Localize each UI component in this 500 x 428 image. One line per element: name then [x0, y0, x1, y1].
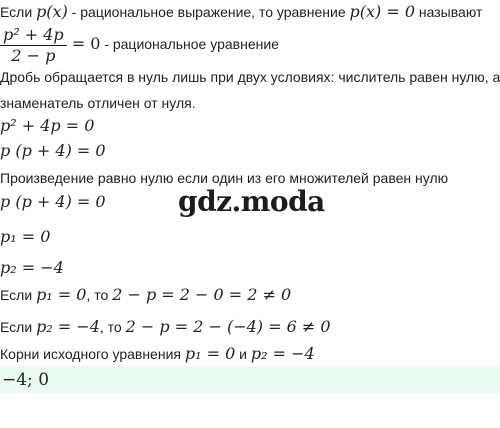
text: и	[235, 346, 251, 362]
equation: p₂ = −4	[0, 258, 64, 277]
case-line	[0, 318, 331, 336]
math-expression: p₁ = 0	[184, 344, 236, 363]
line-rational-equation	[0, 25, 279, 65]
paragraph-line: знаменатель отличен от нуля.	[0, 95, 196, 111]
equation: p (p + 4) = 0	[0, 141, 106, 160]
equation: p (p + 4) = 0	[0, 192, 106, 211]
line-definition	[0, 3, 482, 21]
math-expression: 2 − p = 2 − 0 = 2 ≠ 0	[112, 285, 292, 304]
math-expression: p(x) = 0	[349, 2, 416, 21]
text: - рациональное выражение, то уравнение	[67, 4, 350, 20]
math-expression: p₂ = −4	[36, 317, 100, 336]
paragraph-line: Произведение равно нулю если один из его множителей равен нулю	[0, 170, 449, 186]
case-line	[0, 286, 291, 304]
equation: p² + 4p = 0	[0, 116, 95, 135]
fraction-denominator: 2 − p	[11, 45, 56, 65]
text: Если	[0, 4, 37, 20]
text: , то	[86, 287, 113, 303]
text: Если	[0, 319, 37, 335]
text: , то	[99, 319, 126, 335]
watermark-logo: gdz.moda	[178, 185, 325, 218]
answer-box	[0, 366, 500, 393]
math-expression: 2 − p = 2 − (−4) = 6 ≠ 0	[125, 317, 331, 336]
equation: p₁ = 0	[0, 227, 51, 246]
math-expression: p₁ = 0	[36, 285, 87, 304]
fraction-numerator: p² + 4p	[0, 26, 67, 46]
math-expression: p₂ = −4	[250, 344, 315, 363]
math-expression: p(x)	[36, 2, 68, 21]
text: Если	[0, 287, 37, 303]
paragraph-line: Дробь обращается в нуль лишь при двух условиях: числитель равен нулю, а	[0, 69, 500, 85]
roots-line	[0, 345, 315, 363]
math-expression: = 0	[66, 34, 101, 53]
text: Корни исходного уравнения	[0, 346, 185, 362]
fraction	[0, 26, 67, 65]
answer-value: −4; 0	[2, 370, 50, 390]
text: - рациональное уравнение	[100, 36, 279, 52]
text: называют	[415, 4, 483, 20]
